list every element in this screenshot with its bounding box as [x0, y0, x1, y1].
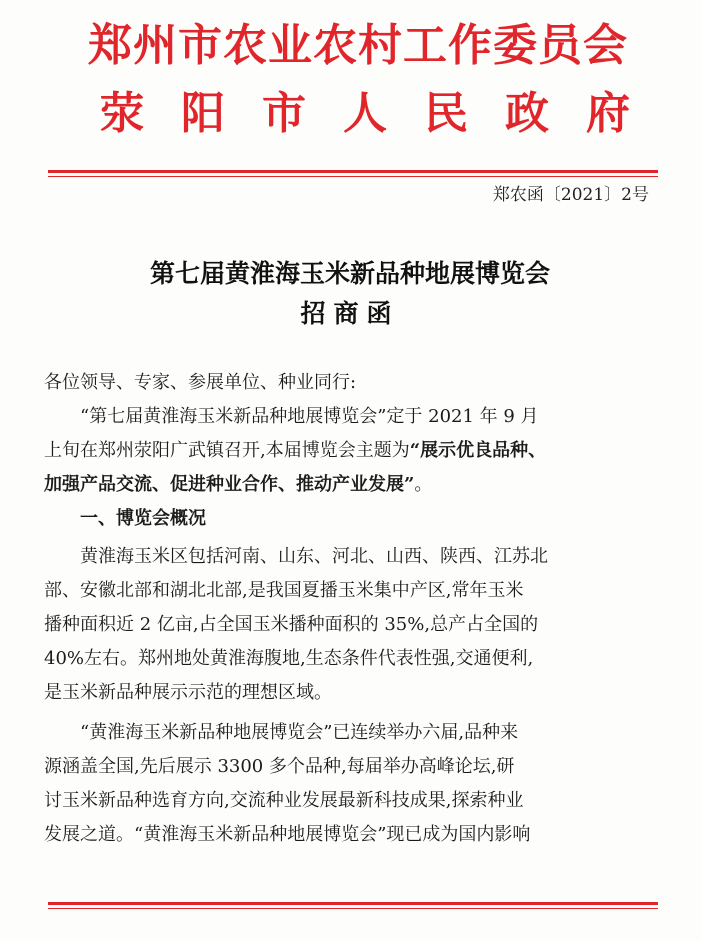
document-number: 郑农函〔2021〕2号 [492, 185, 649, 205]
paragraph-line: 播种面积近 2 亿亩,占全国玉米播种面积的 35%,总产占全国的 [44, 614, 539, 635]
paragraph-line: 讨玉米新品种选育方向,交流种业发展最新科技成果,探索种业 [44, 790, 524, 811]
document-title: 第七届黄淮海玉米新品种地展博览会 [149, 259, 550, 288]
paragraph-line: “黄淮海玉米新品种地展博览会”已连续举办六届,品种来 [80, 722, 519, 743]
issuer-char: 人 [343, 88, 387, 139]
paragraph-line: “第七届黄淮海玉米新品种地展博览会”定于 2021 年 9 月 [80, 406, 539, 427]
paragraph-line: 部、安徽北部和湖北北部,是我国夏播玉米集中产区,常年玉米 [44, 580, 524, 601]
paragraph-line: 40%左右。郑州地处黄淮海腹地,生态条件代表性强,交通便利, [44, 648, 534, 669]
footer-red-rule [48, 902, 658, 905]
issuer-char: 市 [262, 88, 306, 139]
issuer-char: 府 [586, 88, 630, 139]
issuer-char: 荥 [100, 88, 144, 139]
paragraph-line: 发展之道。“黄淮海玉米新品种地展博览会”现已成为国内影响 [44, 824, 531, 845]
issuer-char: 民 [424, 88, 468, 139]
paragraph-line: 源涵盖全国,先后展示 3300 多个品种,每届举办高峰论坛,研 [44, 756, 515, 777]
paragraph-text: 上旬在郑州荥阳广武镇召开,本届博览会主题为 [44, 440, 410, 461]
paragraph-line [44, 468, 655, 502]
theme-text: “展示优良品种、 [409, 440, 547, 461]
paragraph-line: 是玉米新品种展示示范的理想区域。 [44, 682, 332, 703]
header-red-rule [48, 170, 658, 173]
paragraph-line [44, 434, 655, 468]
paragraph-text: 。 [414, 474, 433, 495]
paragraph-line: 黄淮海玉米区包括河南、山东、河北、山西、陕西、江苏北 [80, 546, 548, 567]
issuer-name-line-2 [100, 88, 630, 140]
header-red-rule-thin [48, 176, 658, 177]
salutation: 各位领导、专家、参展单位、种业同行: [44, 372, 357, 393]
issuer-char: 政 [505, 88, 549, 139]
section-heading: 一、博览会概况 [80, 508, 206, 529]
document-body [44, 366, 655, 852]
document-subtitle: 招商函 [300, 299, 400, 328]
footer-red-rule-thin [48, 908, 658, 909]
issuer-name-line-1: 郑州市农业农村工作委员会 [88, 20, 628, 71]
issuer-char: 阳 [181, 88, 225, 139]
theme-text: 加强产品交流、促进种业合作、推动产业发展” [44, 474, 415, 495]
